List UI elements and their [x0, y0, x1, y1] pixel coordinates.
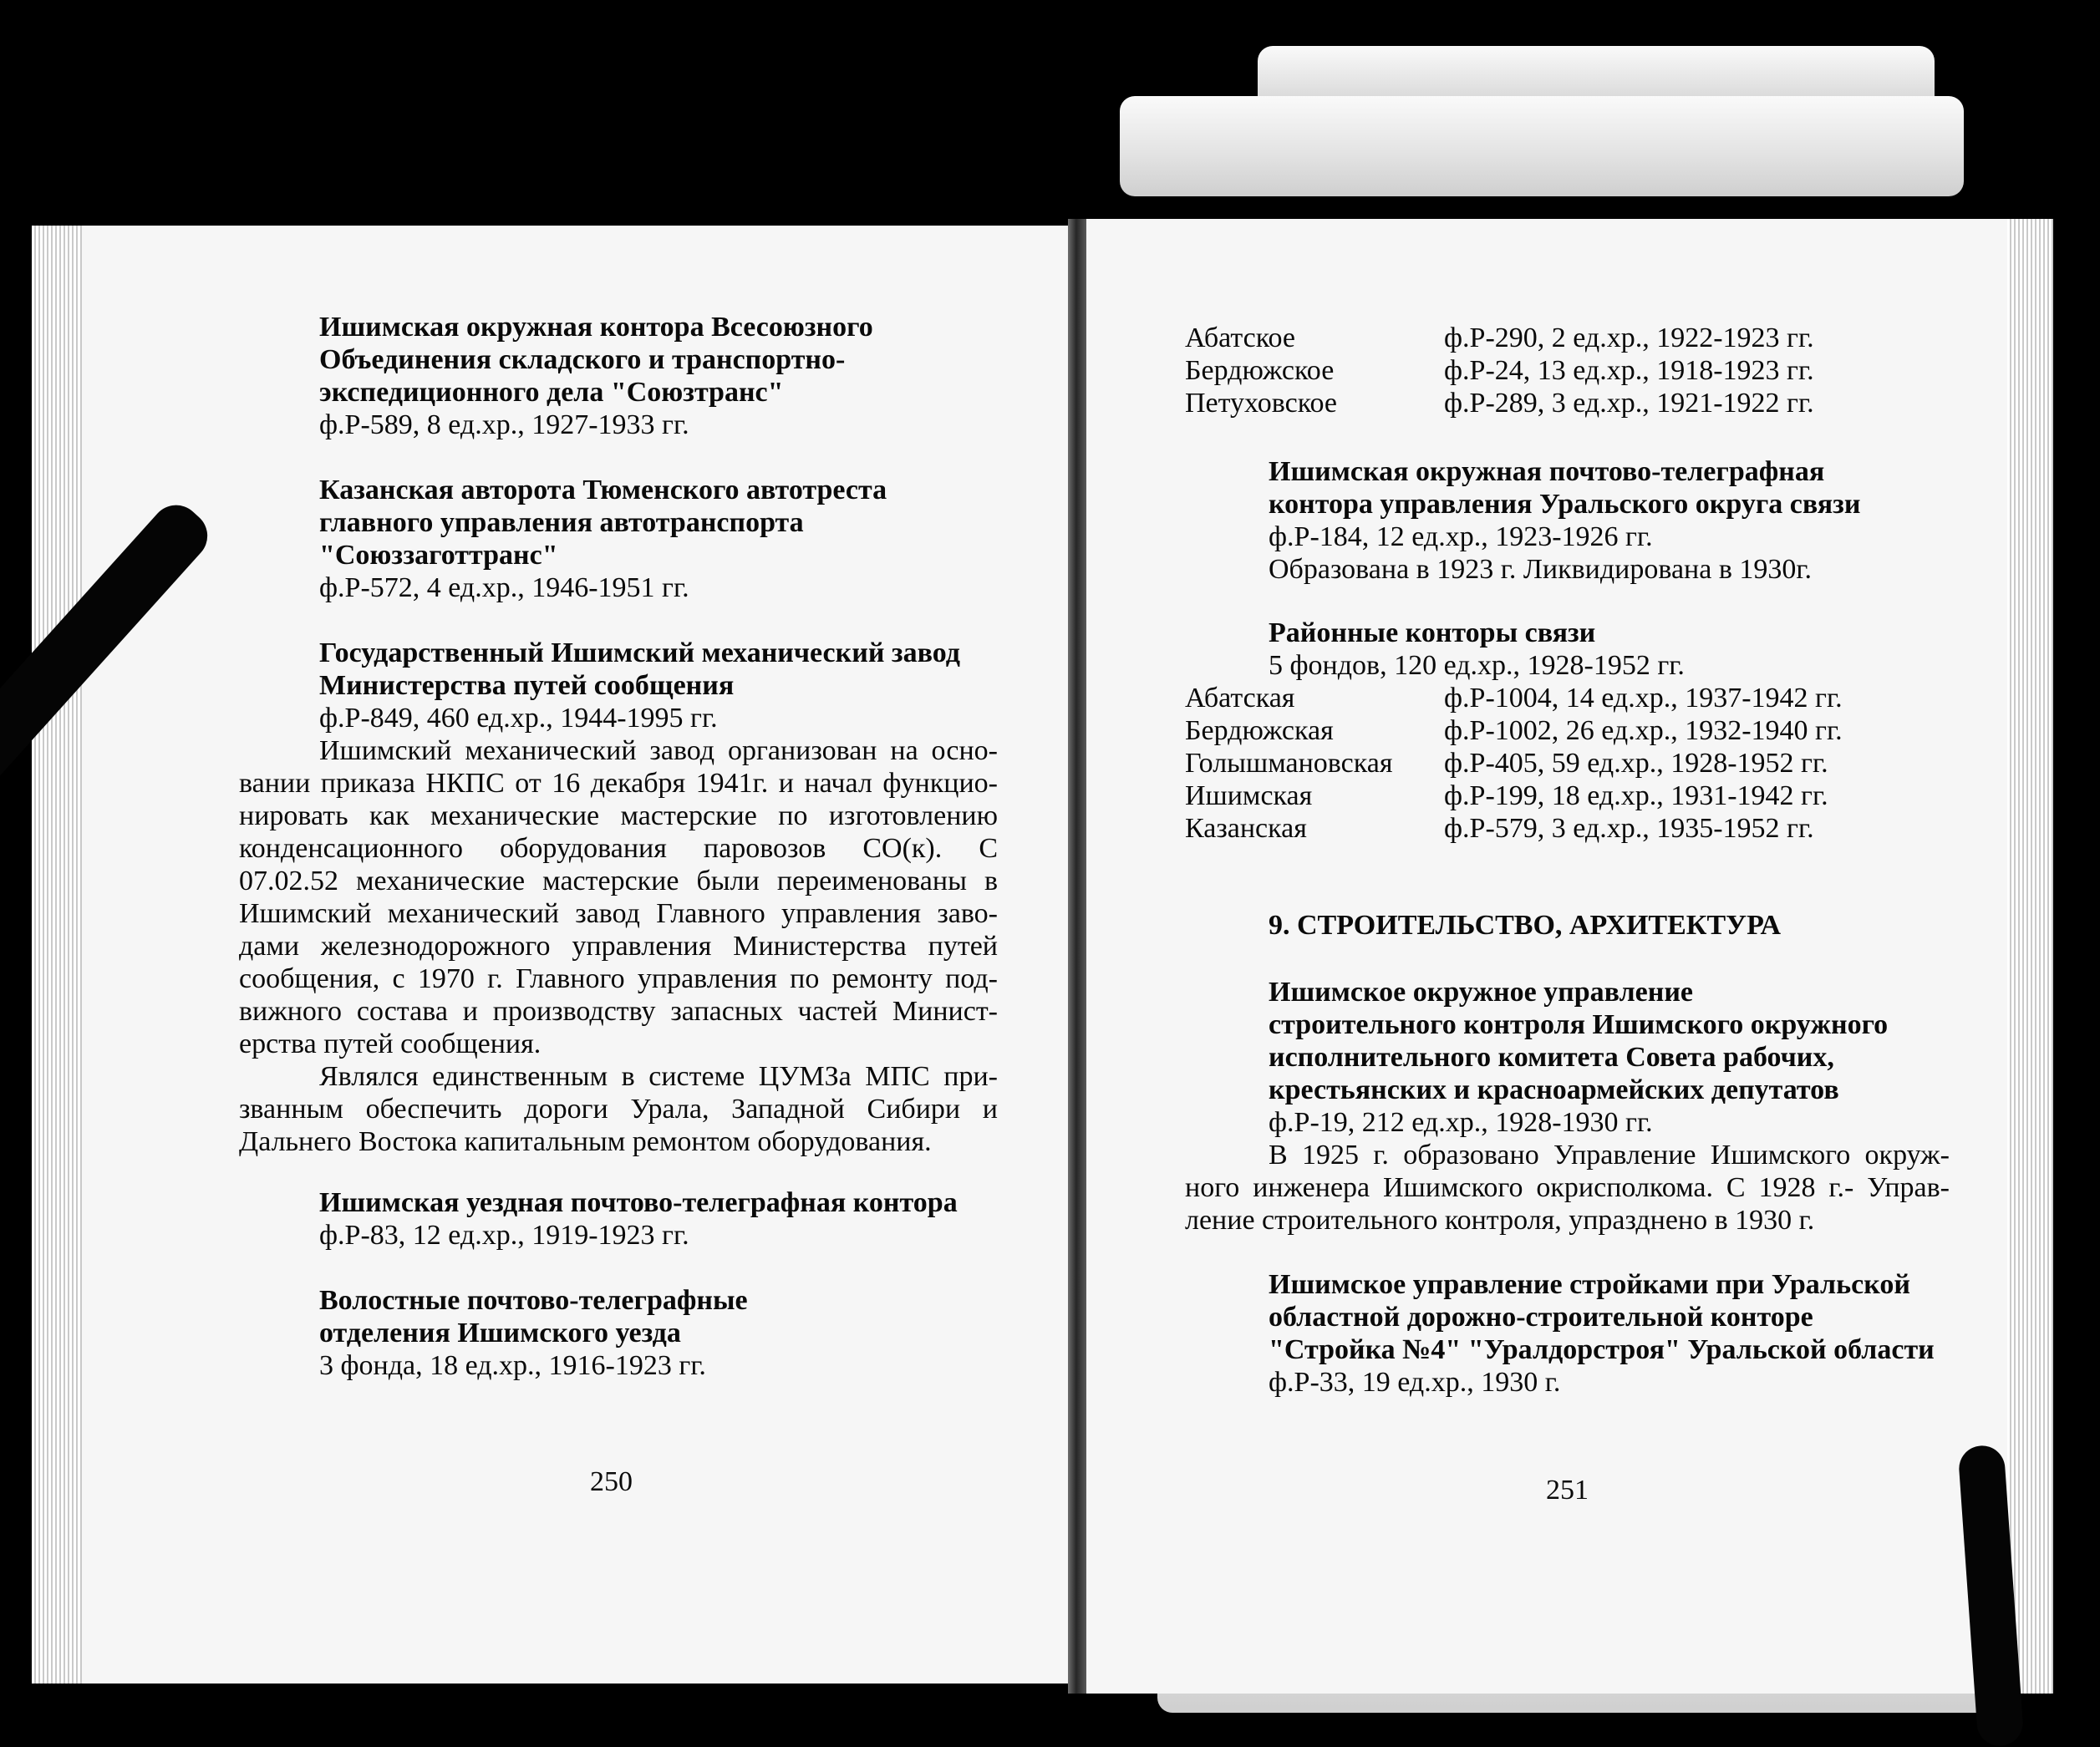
left-page-edges — [32, 226, 82, 1684]
left-entry5-title: Волостные почтово-телеграфные отделения Ишимского уезда — [319, 1285, 748, 1348]
right-entry1-note: Образована в 1923 г. Ликвидирована в 1930г. — [1269, 554, 1812, 585]
left-entry3-paragraph1: Ишимский механический завод организован на осно- вании приказа НКПС от 16 декабря 1941г. и начал функцио- нировать как механические мастерские по изготовлению конденсационного оборудования паровозов СО(к). С 07.02.52 механические мастерские были переименованы в Ишимский механический завод Главного управления заво- дами железнодорожного управления Министерства путей сообщения, с 1970 г. Главного управления по ремонту под- вижного состава и производству запасных частей Минист- ерства путей сообщения. — [239, 735, 998, 1059]
left-entry3-paragraph2: Являлся единственным в системе ЦУМЗа МПС при- званным обеспечить дороги Урала, Западной Сибири и Дальнего Востока капитальным ремонтом оборудования. — [239, 1061, 998, 1157]
right-top-list — [1185, 322, 1814, 419]
list-item: Бердюжская ф.Р-1002, 26 ед.хр., 1932-1940 гг. — [1185, 715, 1843, 746]
foam-pad-top-lower — [1120, 96, 1964, 196]
left-page-number: 250 — [590, 1466, 633, 1497]
right-entry2-title: Районные конторы связи — [1269, 617, 1596, 648]
list-item: Абатское ф.Р-290, 2 ед.хр., 1922-1923 гг. — [1185, 322, 1814, 353]
right-entry3-paragraph: В 1925 г. образовано Управление Ишимского окруж- ного инженера Ишимского окрисполкома. С 1928 г.- Управ- ление строительного контроля, упразднено в 1930 г. — [1185, 1140, 1950, 1236]
right-entry2-fund: 5 фондов, 120 ед.хр., 1928-1952 гг. — [1269, 650, 1685, 681]
list-item: Бердюжское ф.Р-24, 13 ед.хр., 1918-1923 гг. — [1185, 355, 1814, 386]
list-item: Казанская ф.Р-579, 3 ед.хр., 1935-1952 гг. — [1185, 813, 1814, 844]
left-entry5-fund: 3 фонда, 18 ед.хр., 1916-1923 гг. — [319, 1350, 706, 1381]
left-entry4-title: Ишимская уездная почтово-телеграфная контора — [319, 1187, 958, 1218]
right-page-edges — [2007, 219, 2053, 1694]
right-entry3-title: Ишимское окружное управление строительного контроля Ишимского окружного исполнительного комитета Совета рабочих, крестьянских и красноармейских депутатов — [1269, 977, 1889, 1105]
left-entry3-fund: ф.Р-849, 460 ед.хр., 1944-1995 гг. — [319, 703, 718, 734]
left-entry1-title: Ишимская окружная контора Всесоюзного Объединения складского и транспортно- экспедиционного дела "Союзтранс" — [319, 312, 873, 408]
book-gutter — [1068, 219, 1086, 1694]
right-entry3-fund: ф.Р-19, 212 ед.хр., 1928-1930 гг. — [1269, 1107, 1653, 1138]
list-item: Петуховское ф.Р-289, 3 ед.хр., 1921-1922 гг. — [1185, 388, 1814, 419]
list-item: Ишимская ф.Р-199, 18 ед.хр., 1931-1942 гг. — [1185, 780, 1828, 811]
right-offices-list — [1185, 682, 1843, 845]
right-page — [1080, 219, 2051, 1694]
left-entry1-fund: ф.Р-589, 8 ед.хр., 1927-1933 гг. — [319, 409, 689, 440]
left-entry4-fund: ф.Р-83, 12 ед.хр., 1919-1923 гг. — [319, 1220, 689, 1251]
left-entry2-fund: ф.Р-572, 4 ед.хр., 1946-1951 гг. — [319, 572, 689, 603]
right-entry1-fund: ф.Р-184, 12 ед.хр., 1923-1926 гг. — [1269, 521, 1653, 552]
section-heading: 9. СТРОИТЕЛЬСТВО, АРХИТЕКТУРА — [1269, 910, 1782, 941]
left-entry2-title: Казанская авторота Тюменского автотреста главного управления автотранспорта "Союззаготтранс" — [319, 475, 887, 571]
right-page-number: 251 — [1546, 1475, 1589, 1506]
left-entry3-title: Государственный Ишимский механический завод Министерства путей сообщения — [319, 637, 960, 701]
right-entry4-title: Ишимское управление стройками при Уральской областной дорожно-строительной конторе "Стройка №4" "Уралдорстроя" Уральской области — [1269, 1269, 1935, 1365]
right-entry4-fund: ф.Р-33, 19 ед.хр., 1930 г. — [1269, 1367, 1561, 1398]
list-item: Абатская ф.Р-1004, 14 ед.хр., 1937-1942 гг. — [1185, 683, 1843, 714]
right-entry1-title: Ишимская окружная почтово-телеграфная контора управления Уральского округа связи — [1269, 456, 1861, 520]
list-item: Голышмановская ф.Р-405, 59 ед.хр., 1928-1952 гг. — [1185, 748, 1828, 779]
